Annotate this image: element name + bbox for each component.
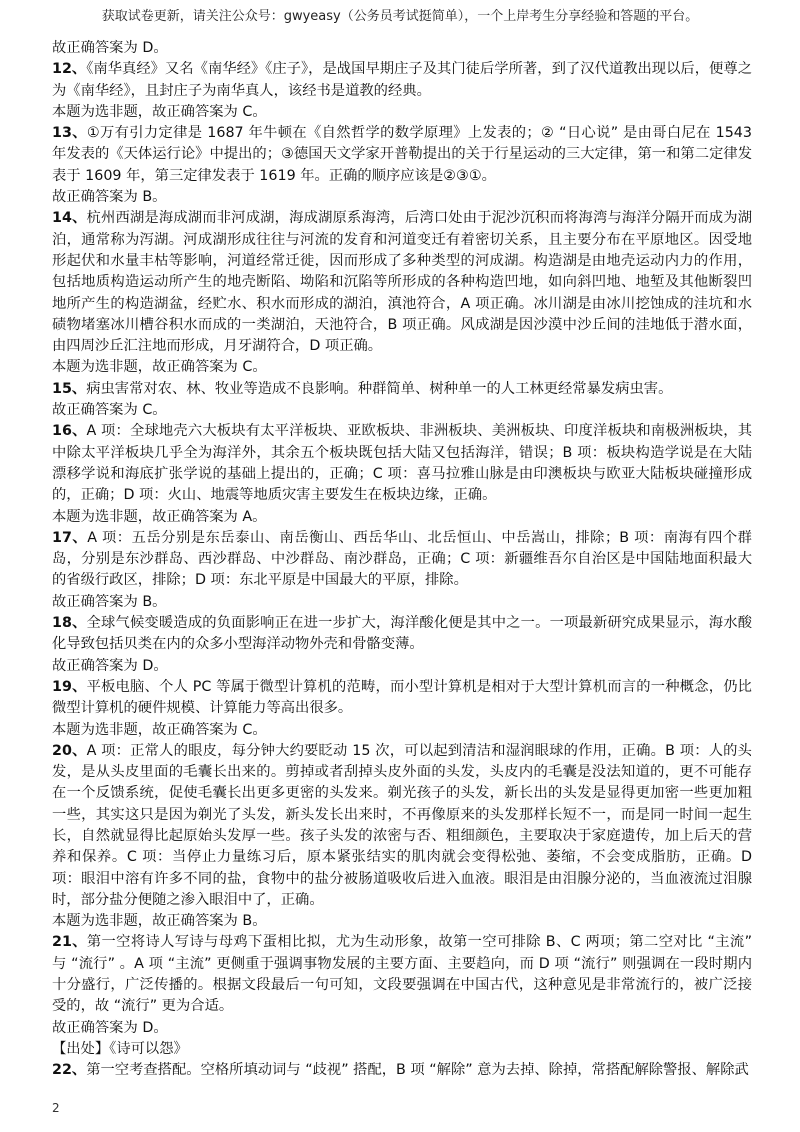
answer-line: 本题为选非题，故正确答案为 B。: [52, 913, 267, 930]
answer-line: 故正确答案为 D。: [52, 1019, 168, 1036]
text-line: 故正确答案为 D。: [52, 40, 168, 56]
answer-explanations: [52, 38, 752, 1082]
question-explanation: 20、A 项：正常人的眼皮，每分钟大约要眨动 15 次，可以起到清洁和湿润眼球的作用，正确。B 项：人的头发，是从头皮里面的毛囊长出来的。剪掉或者刮掉头皮外面的头发，头皮内的毛囊是没法知道的，更不可能存在一个反馈系统，促使毛囊长出更多更密的头发来。剃光孩子的头发，新长出的头发是显得更加密一些更加粗一些，其实这只是因为剃光了头发，新头发长出来时，不再像原来的头发那样长短不一，而是同一时间一起生长，自然就显得比起原始头发厚一些。孩子头发的浓密与否、粗细颜色，主要取决于家庭遗传，加上后天的营养和保养。C 项：当停止力量练习后，原本紧张结实的肌肉就会变得松弛、萎缩，不会变成脂肪，正确。D 项：眼泪中溶有许多不同的盐，食物中的盐分被肠道吸收后进入血液。眼泪是由泪腺分泌的，当血液流过泪腺时，部分盐分便随之渗入眼泪中了，正确。: [52, 742, 752, 908]
question-number: 21、: [52, 934, 87, 951]
answer-line: 本题为选非题，故正确答案为 A。: [52, 508, 267, 525]
question-explanation: 14、杭州西湖是海成湖而非河成湖，海成湖原系海湾，后湾口处由于泥沙沉积而将海湾与海洋分隔开而成为湖泊，通常称为泻湖。河成湖形成往往与河流的发育和河道变迁有着密切关系，且主要分布在平原地区。因受地形起伏和水量丰枯等影响，河道经常迁徙，因而形成了多种类型的河成湖。构造湖是由地壳运动内力的作用，包括地质构造运动所产生的地壳断陷、坳陷和沉陷等所形成的各种构造凹地，如向斜凹地、地堑及其他断裂凹地所产生的构造湖盆，经贮水、积水而形成的湖泊，滇池符合，A 项正确。冰川湖是由冰川挖蚀成的洼坑和水碛物堵塞冰川槽谷积水而成的一类湖泊，天池符合，B 项正确。风成湖是因沙漠中沙丘间的洼地低于潜水面，由四周沙丘汇注地而形成，月牙湖符合，D 项正确。: [52, 210, 752, 355]
question-explanation: 22、第一空考查搭配。空格所填动词与 “歧视” 搭配，B 项 “解除” 意为去掉、除掉，常搭配解除警报、解除武: [52, 1062, 749, 1079]
question-number: 15、: [52, 380, 87, 397]
question-number: 22、: [52, 1062, 87, 1079]
answer-line: 故正确答案为 D。: [52, 657, 168, 674]
question-explanation: 15、病虫害常对农、林、牧业等造成不良影响。种群简单、树种单一的人工林更经常暴发病虫害。: [52, 380, 673, 397]
answer-line: 故正确答案为 B。: [52, 593, 167, 610]
answer-line: 故正确答案为 C。: [52, 402, 167, 419]
answer-line: 故正确答案为 B。: [52, 189, 167, 206]
question-explanation: 21、第一空将诗人写诗与母鸡下蛋相比拟，尤为生动形象，故第一空可排除 B、C 两项；第二空对比 “主流” 与 “流行” 。A 项 “主流” 更侧重于强调事物发展的主要方面、主要趋向，而 D 项 “流行” 则强调在一段时期内十分盛行，广泛传播的。根据文段最后一句可知，文段要强调在中国古代，这种意见是非常流行的，被广泛接受的，故 “流行” 更为合适。: [52, 934, 752, 1015]
question-explanation: 13、①万有引力定律是 1687 年牛顿在《自然哲学的数学原理》上发表的；② “日心说” 是由哥白尼在 1543 年发表的《天体运行论》中提出的；③德国天文学家开普勒提出的关于行星运动的三大定律，第一和第二定律发表于 1609 年，第三定律发表于 1619 年。正确的顺序应该是②③①。: [52, 125, 752, 184]
source-line: 【出处】《诗可以怨》: [52, 1040, 188, 1057]
top-banner: 获取试卷更新，请关注公众号：gwyeasy（公务员考试挺简单），一个上岸考生分享经验和答题的平台。: [101, 9, 699, 24]
answer-line: 本题为选非题，故正确答案为 C。: [52, 359, 267, 376]
question-explanation: 17、A 项：五岳分别是东岳泰山、南岳衡山、西岳华山、北岳恒山、中岳嵩山，排除；B 项：南海有四个群岛，分别是东沙群岛、西沙群岛、中沙群岛、南沙群岛，正确；C 项：新疆维吾尔自治区是中国陆地面积最大的省级行政区，排除；D 项：东北平原是中国最大的平原，排除。: [52, 529, 752, 589]
answer-line: 本题为选非题，故正确答案为 C。: [52, 103, 267, 120]
answer-line: 本题为选非题，故正确答案为 C。: [52, 721, 267, 738]
question-explanation: 16、A 项：全球地壳六大板块有太平洋板块、亚欧板块、非洲板块、美洲板块、印度洋板块和南极洲板块，其中除太平洋板块几乎全为海洋外，其余五个板块既包括大陆又包括海洋，错误；B 项：板块构造学说是在大陆漂移学说和海底扩张学说的基础上提出的，正确；C 项：喜马拉雅山脉是由印澳板块与欧亚大陆板块碰撞形成的，正确；D 项：火山、地震等地质灾害主要发生在板块边缘，正确。: [52, 423, 752, 504]
question-number: 12、: [52, 61, 87, 78]
question-explanation: 12、《南华真经》又名《南华经》《庄子》，是战国早期庄子及其门徒后学所著，到了汉代道教出现以后，便尊之为《南华经》，且封庄子为南华真人，该经书是道教的经典。: [52, 61, 752, 99]
question-number: 16、: [52, 423, 87, 440]
question-number: 13、: [52, 125, 87, 142]
question-number: 17、: [52, 529, 88, 546]
question-number: 18、: [52, 615, 87, 632]
question-number: 19、: [52, 678, 87, 695]
page-number: 2: [52, 1101, 60, 1115]
question-explanation: 19、平板电脑、个人 PC 等属于微型计算机的范畴，而小型计算机是相对于大型计算机而言的一种概念，仍比微型计算机的硬件规模、计算能力等高出很多。: [52, 678, 752, 717]
question-number: 20、: [52, 742, 87, 759]
question-number: 14、: [52, 210, 87, 227]
question-explanation: 18、全球气候变暖造成的负面影响正在进一步扩大，海洋酸化便是其中之一。一项最新研究成果显示，海水酸化导致包括贝类在内的众多小型海洋动物外壳和骨骼变薄。: [52, 615, 752, 653]
